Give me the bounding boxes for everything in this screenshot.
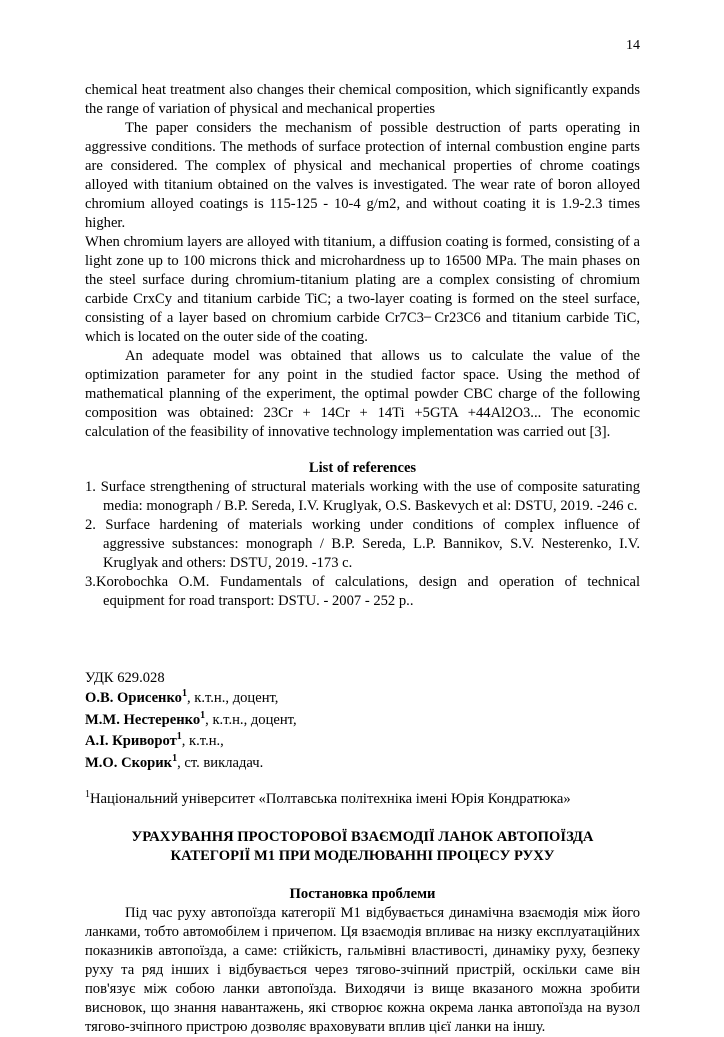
affiliation — [85, 790, 640, 809]
reference-item: 2. Surface hardening of materials working under conditions of complex influence of aggressive substances: monograph / B.P. Sereda, L.P. Bannikov, S.V. Nesterenko, I.V. Kruglyak and others: DSTU, 2019. -173 с. — [85, 517, 640, 571]
author-name: М.О. Скорик — [85, 754, 173, 771]
author-degree: , ст. викладач. — [177, 754, 264, 771]
author-name: А.І. Криворот — [85, 733, 177, 749]
author-degree: , к.т.н., доцент, — [205, 711, 297, 728]
author-line — [85, 753, 640, 775]
author-name: М.М. Нестеренко — [85, 711, 201, 728]
author-affiliation-mark: 1 — [200, 709, 206, 721]
article-title-line: КАТЕГОРІЇ М1 ПРИ МОДЕЛЮВАННІ ПРОЦЕСУ РУХУ — [170, 848, 555, 864]
author-affiliation-mark: 1 — [172, 752, 178, 764]
references-list — [85, 478, 640, 611]
abstract-paragraph: An adequate model was obtained that allows us to calculate the value of the optimization parameter for any point in the studied factor space. Using the method of mathematical planning of the experiment, the optimal powder CBC charge of the following composition was obtained: 23Cr + 14Cr + 14Ti +5GTA +44Al2O3... The economic calculation of the feasibility of innovative technology implementation was carried out [3]. — [85, 348, 640, 440]
abstract-paragraph: The paper considers the mechanism of possible destruction of parts operating in aggressive conditions. The methods of surface protection of internal combustion engine parts are considered. The complex of physical and mechanical properties of chrome coatings alloyed with titanium obtained on the valves is investigated. The wear rate of boron alloyed chromium alloyed coatings is 115-125 - 10-4 g/m2, and without coating it is 1.9-2.3 times higher. — [85, 120, 640, 231]
author-degree: , к.т.н., — [181, 733, 224, 749]
author-line — [85, 731, 640, 753]
author-affiliation-mark: 1 — [176, 731, 182, 743]
abstract-paragraph: chemical heat treatment also changes their chemical composition, which significantly expands the range of variation of physical and mechanical properties — [85, 82, 640, 117]
author-degree: , к.т.н., доцент, — [186, 690, 279, 706]
author-line — [85, 688, 640, 710]
abstract-section — [85, 81, 640, 442]
udk-code: УДК 629.028 — [85, 670, 165, 686]
references-heading: List of references — [308, 460, 417, 476]
author-name: О.В. Орисенко — [85, 690, 182, 706]
authors-block — [85, 688, 640, 774]
reference-item: 3.Korobochka O.M. Fundamentals of calculations, design and operation of technical equipment for road transport: DSTU. - 2007 - 252 р.. — [85, 574, 640, 609]
author-line — [85, 710, 640, 732]
reference-item: 1. Surface strengthening of structural materials working with the use of composite saturating media: monograph / B.P. Sereda, I.V. Kruglyak, O.S. Baskevych et al: DSTU, 2019. -246 с. — [85, 479, 640, 514]
article-title — [85, 828, 640, 866]
affiliation-text: Національний університет «Полтавська політехніка імені Юрія Кондратюка» — [90, 791, 571, 807]
article-title-line: УРАХУВАННЯ ПРОСТОРОВОЇ ВЗАЄМОДІЇ ЛАНОК АВТОПОЇЗДА — [131, 829, 594, 845]
abstract-paragraph: When chromium layers are alloyed with titanium, a diffusion coating is formed, consisting of a light zone up to 100 microns thick and microhardness up to 16500 MPa. The main phases on the steel surface during chromium-titanium plating are a complex consisting of chromium carbide CrxCy and titanium carbide TiC; a two-layer coating is formed on the steel surface, consisting of a layer based on chromium carbide Cr7C3 ̶ Cr23C6 and titanium carbide TiC, which is located on the outer side of the coating. — [85, 234, 640, 345]
page-number: 14 — [626, 38, 640, 53]
affiliation-mark: 1 — [85, 789, 90, 801]
section-heading: Постановка проблеми — [289, 886, 436, 902]
author-affiliation-mark: 1 — [181, 688, 187, 700]
body-paragraph: Під час руху автопоїзда категорії М1 відбувається динамічна взаємодія між його ланками, тобто автомобілем і причепом. Ця взаємодія впливає на низку експлуатаційних показників автопоїзда, а саме: стійкість, гальмівні властивості, динаміку руху, безпеку руху та ряд інших і відбувається через тягово-зчіпний пристрій, оскільки саме він пов'язує між собою ланки автопоїзда. Виходячи із вище вказаного можна зробити висновок, що знання навантажень, які створює кожна окрема ланка автопоїзда на вузол тягово-зчіпного пристрою дозволяє враховувати вплив цієї ланки на іншу. — [85, 905, 640, 1035]
